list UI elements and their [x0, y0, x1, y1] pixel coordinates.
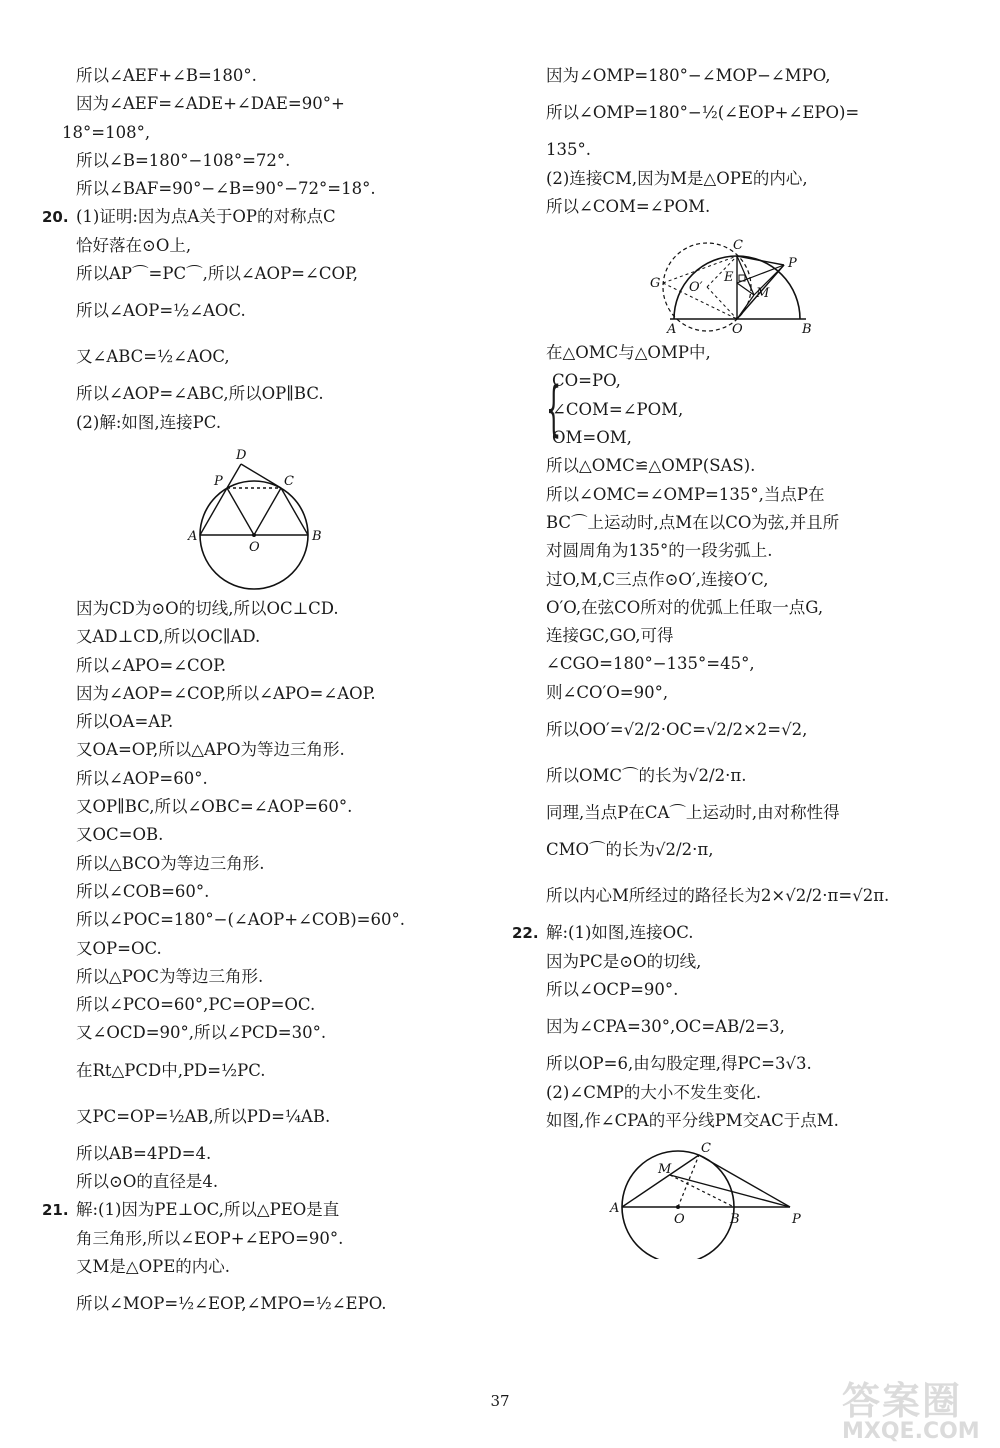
text-line: 所以△BCO为等边三角形. [76, 853, 265, 873]
text-line: 18°=108°, [62, 122, 151, 142]
text-line: 135°. [546, 140, 591, 160]
label-o-prime: O′ [689, 280, 703, 296]
brace: { [546, 374, 562, 445]
text-line: 又OP=OC. [76, 938, 162, 958]
label-a: A [667, 322, 677, 336]
text-line: 所以∠COB=60°. [76, 881, 210, 901]
right-column [512, 62, 912, 1263]
text-line: 所以∠POC=180°−(∠AOP+∠COB)=60°. [76, 910, 405, 930]
text-line: 所以OMC⌒的长为√2/2·π. [546, 766, 747, 786]
text-line: 所以OA=AP. [76, 712, 174, 732]
label-o: O [674, 1212, 685, 1228]
text-line: 对圆周角为135°的一段劣弧上. [546, 541, 773, 561]
text-line: 所以∠B=180°−108°=72°. [76, 150, 291, 170]
text-line: 所以AB=4PD=4. [76, 1143, 212, 1163]
text-line: 又PC=OP=½AB,所以PD=¼AB. [76, 1106, 331, 1126]
text-line: 解:(1)如图,连接OC. [546, 923, 694, 943]
label-m: M [658, 1162, 672, 1178]
left-column [42, 62, 432, 1327]
label-c: C [701, 1141, 711, 1157]
text-line: (2)连接CM,因为M是△OPE的内心, [546, 168, 808, 188]
question-number: 20. [42, 208, 69, 227]
label-c: C [733, 238, 743, 254]
text-line: 又∠ABC=½∠AOC, [76, 347, 230, 367]
text-line: 在Rt△PCD中,PD=½PC. [76, 1060, 266, 1080]
label-c: C [284, 473, 294, 489]
watermark-logo [842, 1370, 992, 1442]
text-line: 解:(1)因为PE⊥OC,所以△PEO是直 [76, 1200, 340, 1220]
text-line: 所以OP=6,由勾股定理,得PC=3√3. [546, 1054, 812, 1074]
label-p: P [214, 473, 223, 489]
watermark-url: MXQE.COM [842, 1419, 980, 1444]
text-line: 所以∠OMP=180°−½(∠EOP+∠EPO)= [546, 103, 860, 123]
text-line: 所以∠MOP=½∠EOP,∠MPO=½∠EPO. [76, 1294, 387, 1314]
text-line: 则∠CO′O=90°, [546, 682, 669, 702]
label-g: G [650, 276, 661, 292]
figure-semicircle-incenter [512, 225, 912, 335]
label-m: M [756, 286, 770, 302]
text-line: (1)证明:因为点A关于OP的对称点C [76, 207, 336, 227]
label-o: O [732, 322, 743, 336]
text-line: O′O,在弦CO所对的优弧上任取一点G, [546, 597, 824, 617]
text-line: 所以AP⌒=PC⌒,所以∠AOP=∠COP, [76, 264, 358, 284]
watermark-text: 答案圈 [842, 1379, 963, 1423]
text-line: BC⌒上运动时,点M在以CO为弦,并且所 [546, 512, 840, 532]
text-line: CO=PO, [552, 371, 621, 391]
question-22-header [512, 919, 912, 947]
text-line: 因为∠AEF=∠ADE+∠DAE=90°+ [76, 94, 345, 114]
text-line: 因为CD为⊙O的切线,所以OC⊥CD. [76, 598, 339, 618]
text-line: 又M是△OPE的内心. [76, 1256, 231, 1276]
text-line: 所以△OMC≌△OMP(SAS). [546, 456, 756, 476]
text-line: 又OA=OP,所以△APO为等边三角形. [76, 740, 345, 760]
text-line: 所以⊙O的直径是4. [76, 1172, 219, 1192]
label-b: B [312, 528, 322, 544]
text-line: 所以∠AEF+∠B=180°. [76, 66, 257, 85]
text-line: CMO⌒的长为√2/2·π, [546, 840, 714, 860]
label-e: E [724, 270, 734, 286]
label-d: D [236, 447, 247, 463]
question-number: 21. [42, 1201, 69, 1220]
text-line: 恰好落在⊙O上, [76, 235, 192, 255]
label-b: B [730, 1212, 740, 1228]
text-line: 又AD⊥CD,所以OC∥AD. [76, 627, 261, 647]
label-p: P [792, 1212, 801, 1228]
question-20-header [42, 203, 432, 231]
question-number: 22. [512, 924, 539, 943]
text-line: OM=OM, [552, 428, 632, 448]
text-line: 所以内心M所经过的路径长为2×√2/2·π=√2π. [546, 886, 890, 906]
text-line: 所以∠AOP=½∠AOC. [76, 301, 246, 321]
text-line: 因为PC是⊙O的切线, [546, 951, 702, 971]
text-line: ∠CGO=180°−135°=45°, [546, 654, 755, 674]
page-number: 37 [490, 1392, 510, 1410]
text-line: 如图,作∠CPA的平分线PM交AC于点M. [546, 1110, 839, 1130]
text-line: 同理,当点P在CA⌒上运动时,由对称性得 [546, 803, 840, 823]
figure-circle-tangent-bisector [512, 1139, 912, 1259]
text-line: 所以∠AOP=60°. [76, 768, 208, 788]
text-line: 因为∠AOP=∠COP,所以∠APO=∠AOP. [76, 683, 376, 703]
text-line: 因为∠CPA=30°,OC=AB/2=3, [546, 1017, 785, 1037]
text-line: 连接GC,GO,可得 [546, 626, 674, 646]
text-line: 所以∠OCP=90°. [546, 979, 679, 999]
text-line: 又OC=OB. [76, 825, 164, 845]
text-line: 角三角形,所以∠EOP+∠EPO=90°. [76, 1228, 344, 1248]
text-line: ∠COM=∠POM, [552, 399, 684, 419]
text-line: 因为∠OMP=180°−∠MOP−∠MPO, [546, 66, 831, 85]
label-a: A [610, 1201, 620, 1217]
text-line: 所以∠PCO=60°,PC=OP=OC. [76, 995, 316, 1015]
text-line: 所以∠OMC=∠OMP=135°,当点P在 [546, 484, 825, 504]
text-line: 又OP∥BC,所以∠OBC=∠AOP=60°. [76, 797, 353, 817]
text-line: 所以OO′=√2/2·OC=√2/2×2=√2, [546, 720, 808, 740]
text-line: 在△OMC与△OMP中, [546, 343, 711, 363]
congruence-system [512, 367, 912, 452]
text-line: 所以∠COM=∠POM. [546, 196, 711, 216]
label-a: A [188, 528, 198, 544]
text-line: 所以∠APO=∠COP. [76, 655, 227, 675]
label-b: B [802, 322, 812, 336]
label-o: O [249, 539, 260, 555]
text-line: 所以△POC为等边三角形. [76, 966, 264, 986]
figure-circle-tangent [42, 441, 432, 591]
question-21-header [42, 1196, 432, 1224]
text-line: 又∠OCD=90°,所以∠PCD=30°. [76, 1023, 327, 1043]
label-p: P [788, 256, 797, 272]
text-line: (2)∠CMP的大小不发生变化. [546, 1082, 762, 1102]
text-line: (2)解:如图,连接PC. [76, 412, 222, 432]
text-line: 所以∠AOP=∠ABC,所以OP∥BC. [76, 384, 324, 404]
text-line: 所以∠BAF=90°−∠B=90°−72°=18°. [76, 179, 376, 199]
text-line: 过O,M,C三点作⊙O′,连接O′C, [546, 569, 769, 589]
